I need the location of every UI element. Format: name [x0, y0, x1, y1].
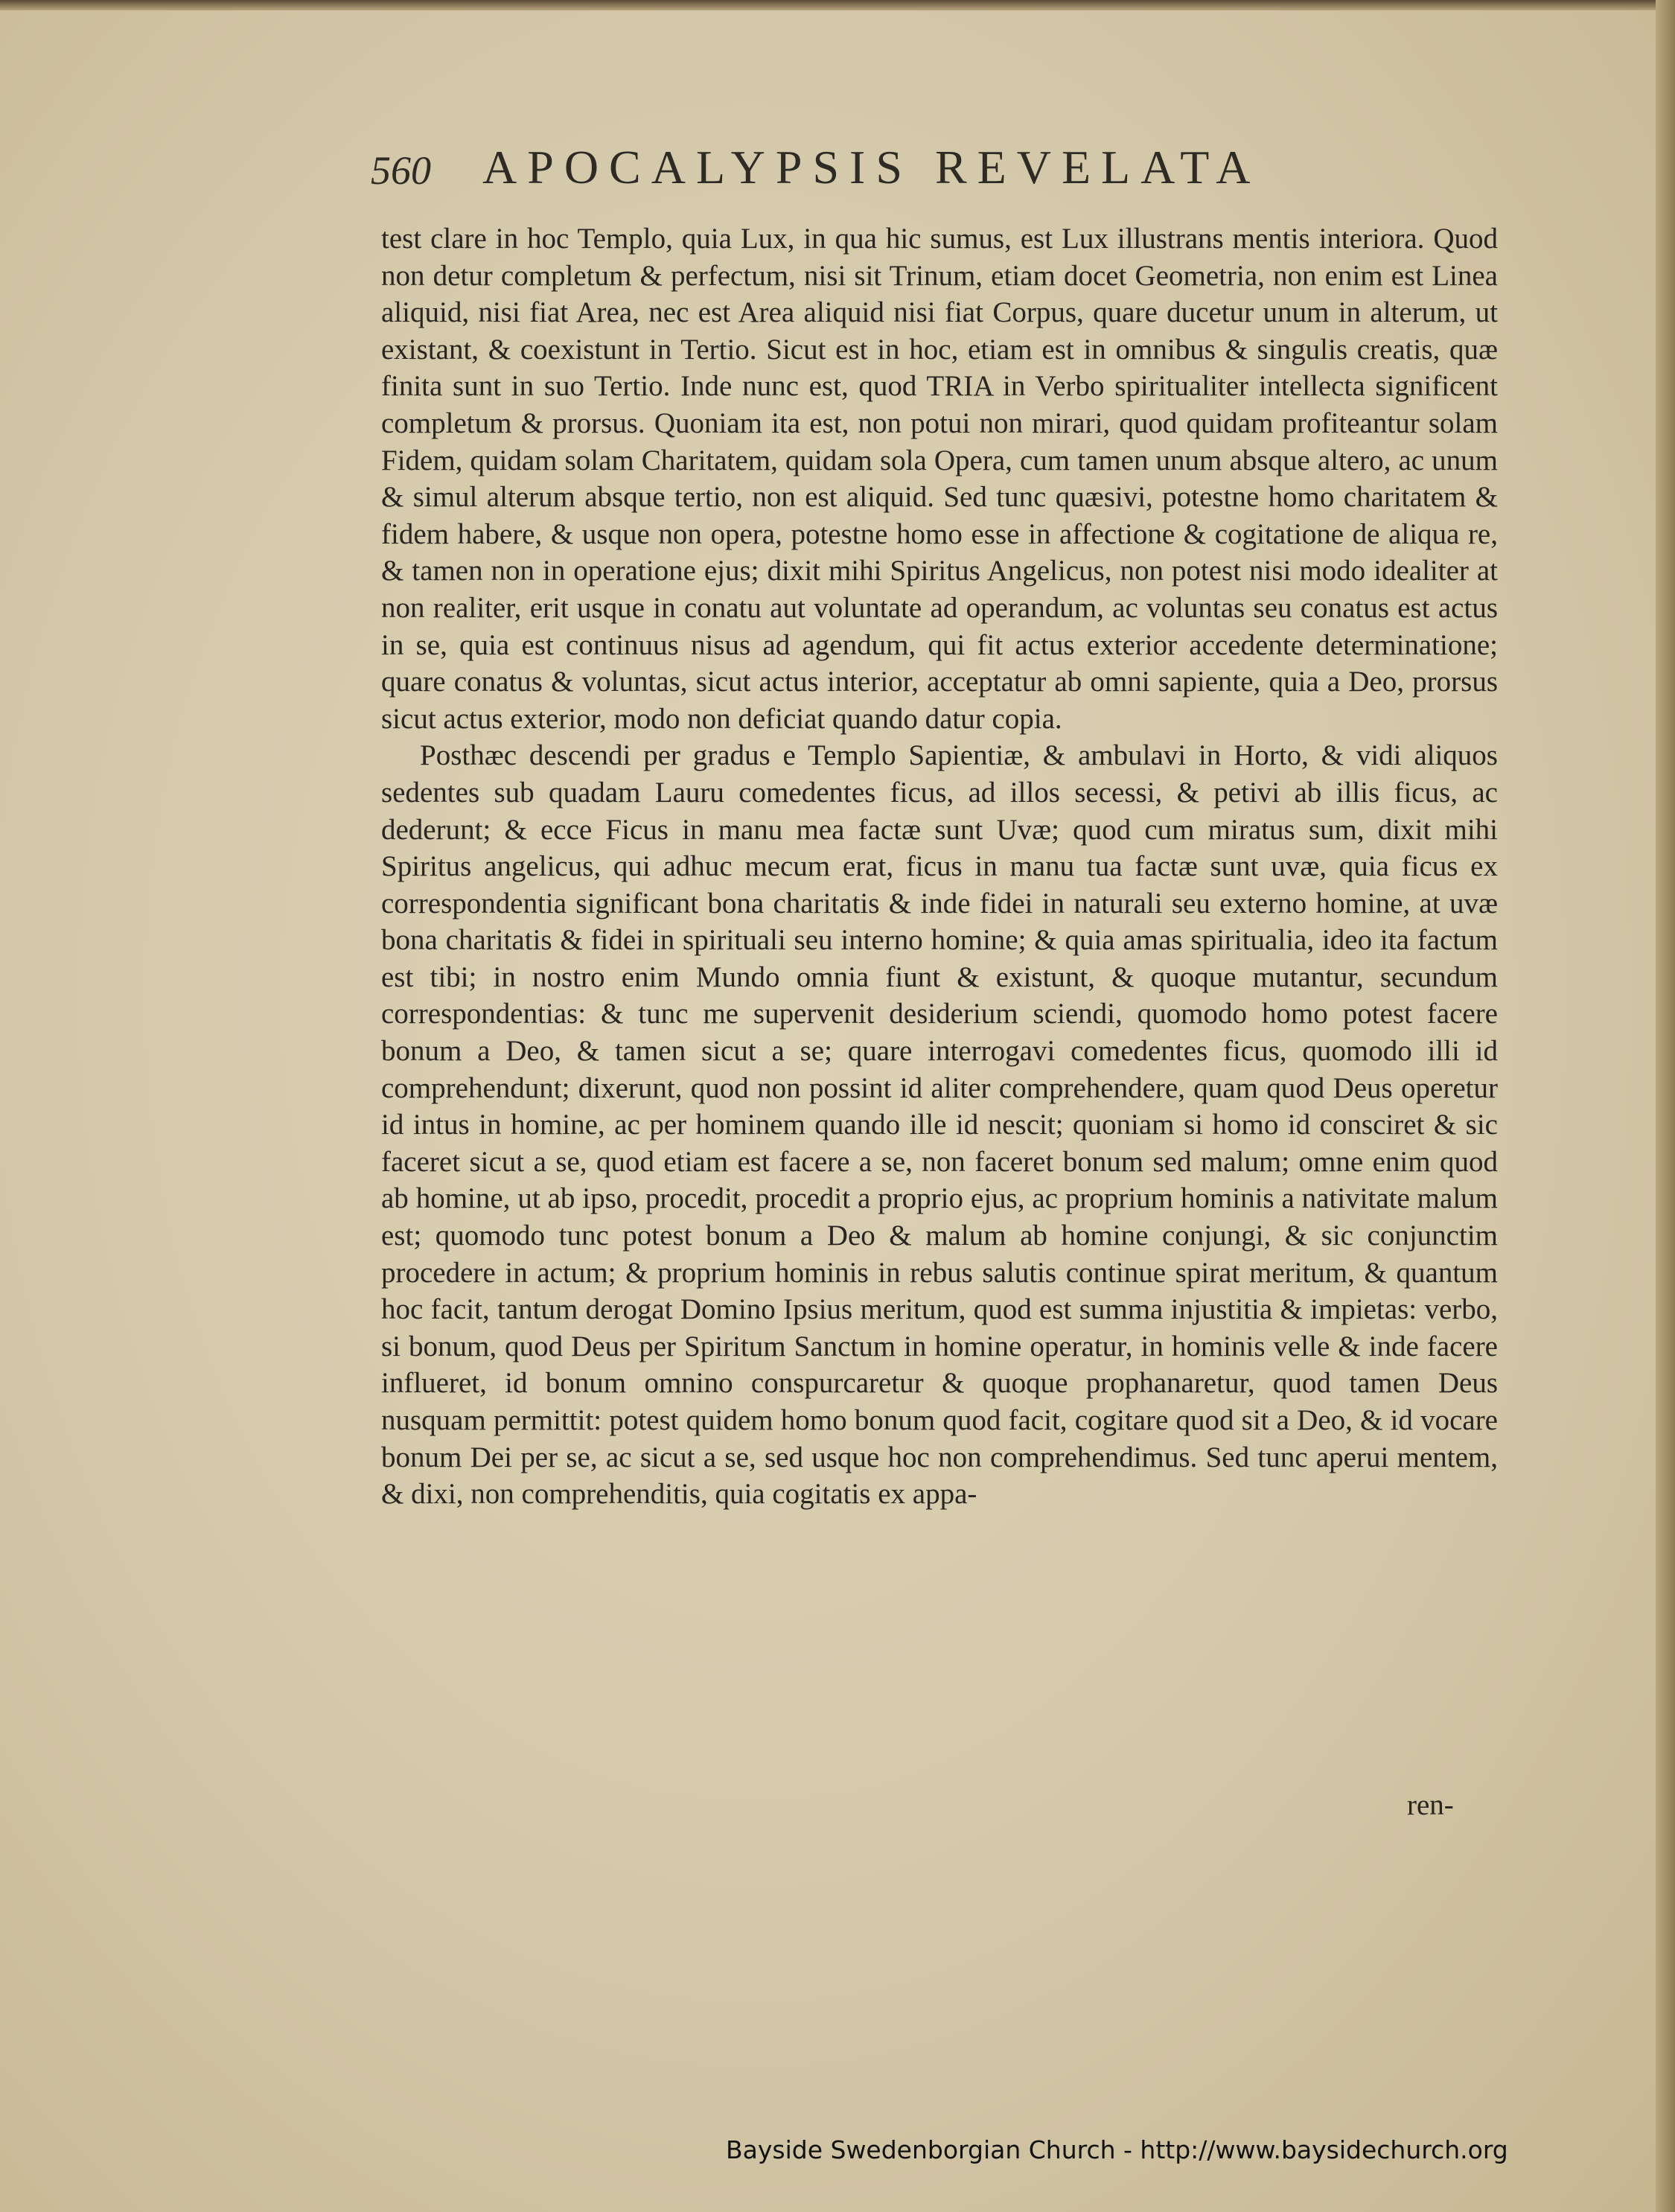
running-title: APOCALYPSIS REVELATA	[482, 141, 1261, 194]
paragraph-1: test clare in hoc Templo, quia Lux, in qua hic sumus, est Lux illustrans mentis interiora. Quod non detur completum & perfectum, nisi sit Trinum, etiam docet Geometria, non enim est Linea aliquid, nisi fiat Area, nec est Area aliquid nisi fiat Corpus, quare ducetur unum in alterum, ut existant, & coexistunt in Tertio. Sicut est in hoc, etiam est in omnibus & singulis creatis, quæ finita sunt in suo Tertio. Inde nunc est, quod TRIA in Verbo spiritualiter intellecta significent completum & prorsus. Quoniam ita est, non potui non mirari, quod quidam profiteantur solam Fidem, quidam solam Charitatem, quidam sola Opera, cum tamen unum absque altero, ac unum & simul alterum absque tertio, non est aliquid. Sed tunc quæsivi, potestne homo charitatem & fidem habere, & usque non opera, potestne homo esse in affectione & cogitatione de aliqua re, & tamen non in operatione ejus; dixit mihi Spiritus Angelicus, non potest nisi modo idealiter at non realiter, erit usque in conatu aut voluntate ad operandum, ac voluntas seu conatus est actus in se, quia est continuus nisus ad agendum, qui fit actus exterior accedente determinatione; quare conatus & voluntas, sicut actus interior, acceptatur ab omni sapiente, quia a Deo, prorsus sicut actus exterior, modo non deficiat quando datur copia.	[381, 223, 1498, 735]
page-header	[371, 140, 1428, 200]
watermark-caption: Bayside Swedenborgian Church - http://www.baysidechurch.org	[726, 2135, 1508, 2164]
body-text	[381, 220, 1498, 1513]
catchword: ren-	[1407, 1789, 1454, 1821]
page-top-edge	[0, 0, 1675, 10]
page-right-edge	[1656, 0, 1675, 2212]
page-number: 560	[371, 148, 431, 193]
paragraph-2: Posthæc descendi per gradus e Templo Sapientiæ, & ambulavi in Horto, & vidi aliquos sedentes sub quadam Lauru comedentes ficus, ad illos secessi, & petivi ab illis ficus, ac dederunt; & ecce Ficus in manu mea factæ sunt Uvæ; quod cum miratus sum, dixit mihi Spiritus angelicus, qui adhuc mecum erat, ficus in manu tua factæ sunt uvæ, quia ficus ex correspondentia significant bona charitatis & inde fidei in naturali seu externo homine, at uvæ bona charitatis & fidei in spirituali seu interno homine; & quia amas spiritualia, ideo ita factum est tibi; in nostro enim Mundo omnia fiunt & existunt, & quoque mutantur, secundum correspondentias: & tunc me supervenit desiderium sciendi, quomodo homo potest facere bonum a Deo, & tamen sicut a se; quare interrogavi comedentes ficus, quomodo illi id comprehendunt; dixerunt, quod non possint id aliter comprehendere, quam quod Deus operetur id intus in homine, ac per hominem quando ille id nescit; quoniam si homo id consciret & sic faceret sicut a se, quod etiam est facere a se, non faceret bonum sed malum; omne enim quod ab homine, ut ab ipso, procedit, procedit a proprio ejus, ac proprium hominis a nativitate malum est; quomodo tunc potest bonum a Deo & malum ab homine conjungi, & sic conjunctim procedere in actum; & proprium hominis in rebus salutis continue spirat meritum, & quantum hoc facit, tantum derogat Domino Ipsius meritum, quod est summa injustitia & impietas: verbo, si bonum, quod Deus per Spiritum Sanctum in homine operatur, in hominis velle & inde facere influeret, id bonum omnino conspurcaretur & quoque prophanaretur, quod tamen Deus nusquam permittit: potest quidem homo bonum quod facit, cogitare quod sit a Deo, & id vocare bonum Dei per se, ac sicut a se, sed usque hoc non comprehendimus. Sed tunc aperui mentem, & dixi, non comprehenditis, quia cogitatis ex appa-	[381, 739, 1498, 1511]
